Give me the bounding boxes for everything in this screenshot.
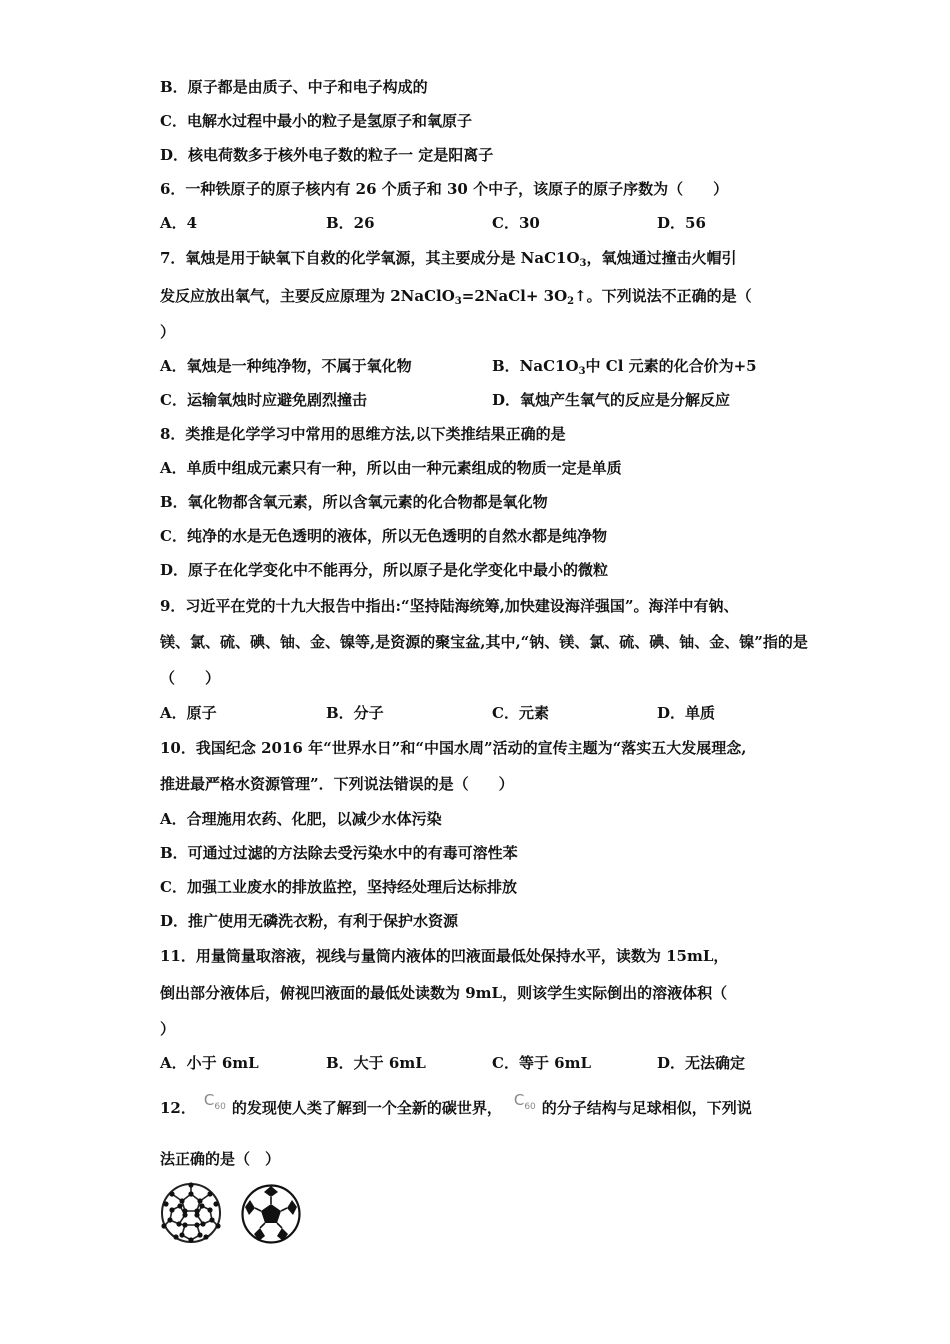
q11-option-c: C．等于 6mL xyxy=(492,1054,592,1072)
q12-stem-line1 xyxy=(160,1091,752,1121)
q7-stem2-c: ↑。下列说法不正确的是（ xyxy=(574,287,752,305)
q9-stem-line3: （ ） xyxy=(160,669,221,687)
q7-option-a: A．氧烛是一种纯净物，不属于氧化物 xyxy=(160,357,412,375)
q11-option-b: B．大于 6mL xyxy=(326,1054,426,1072)
q7-stem2-sub1: 3 xyxy=(454,296,462,307)
q7-stem-line2 xyxy=(160,286,752,312)
q7-option-d: D．氧烛产生氧气的反应是分解反应 xyxy=(492,391,731,409)
soccer-ball-icon xyxy=(240,1182,302,1246)
c60-formula xyxy=(203,1091,226,1112)
c60-letter: C xyxy=(203,1091,215,1109)
q12-stem-mid: 的发现使人类了解到一个全新的碳世界， xyxy=(231,1099,502,1117)
q7-option-c: C．运输氧烛时应避免剧烈撞击 xyxy=(160,391,367,409)
q5-option-b: B．原子都是由质子、中子和电子构成的 xyxy=(160,78,428,96)
q9-option-b: B．分子 xyxy=(326,704,384,722)
q9-option-c: C．元素 xyxy=(492,704,549,722)
c60-molecule-icon xyxy=(158,1180,224,1246)
q12-stem-line2: 法正确的是（ ） xyxy=(160,1150,281,1168)
q6-option-b: B．26 xyxy=(326,214,375,232)
q10-stem-line2: 推进最严格水资源管理”．下列说法错误的是（ ） xyxy=(160,775,514,793)
q9-option-d: D．单质 xyxy=(657,704,716,722)
q7-optb-a: B．NaC1O xyxy=(492,357,579,375)
c60-number-2: 60 xyxy=(524,1102,536,1112)
q5-option-c: C．电解水过程中最小的粒子是氢原子和氧原子 xyxy=(160,112,472,130)
q10-option-a: A．合理施用农药、化肥，以减少水体污染 xyxy=(160,810,442,828)
q10-stem-line1: 10．我国纪念 2016 年“世界水日”和“中国水周”活动的宣传主题为“落实五大发展理念, xyxy=(160,739,747,757)
q11-stem-line3: ） xyxy=(160,1020,176,1038)
c60-formula-2 xyxy=(513,1091,536,1112)
q12-stem-tail: 的分子结构与足球相似，下列说 xyxy=(541,1099,752,1117)
q8-stem: 8．类推是化学学习中常用的思维方法,以下类推结果正确的是 xyxy=(160,425,566,443)
q5-option-d: D．核电荷数多于核外电子数的粒子一 定是阳离子 xyxy=(160,146,494,164)
c60-letter-2: C xyxy=(513,1091,525,1109)
q7-stem1-tail: ，氧烛通过撞击火帽引 xyxy=(586,249,737,267)
q7-stem2-sub2: 2 xyxy=(567,296,575,307)
q7-optb-sub: 3 xyxy=(578,366,586,377)
q12-number: 12． xyxy=(160,1099,196,1117)
q11-stem-line1: 11．用量筒量取溶液，视线与量筒内液体的凹液面最低处保持水平，读数为 15mL， xyxy=(160,947,729,965)
q6-stem: 6．一种铁原子的原子核内有 26 个质子和 30 个中子，该原子的原子序数为（ ） xyxy=(160,180,729,198)
q10-option-b: B．可通过过滤的方法除去受污染水中的有毒可溶性苯 xyxy=(160,844,518,862)
q8-option-b: B．氧化物都含氧元素，所以含氧元素的化合物都是氧化物 xyxy=(160,493,548,511)
q7-stem-line1 xyxy=(160,248,737,274)
q7-stem-line3: ） xyxy=(160,323,176,341)
q11-option-d: D．无法确定 xyxy=(657,1054,746,1072)
q8-option-d: D．原子在化学变化中不能再分，所以原子是化学变化中最小的微粒 xyxy=(160,561,609,579)
q10-option-c: C．加强工业废水的排放监控，坚持经处理后达标排放 xyxy=(160,878,517,896)
q6-option-d: D．56 xyxy=(657,214,706,232)
q7-stem2-b: =2NaCl+ 3O xyxy=(461,287,568,305)
q10-option-d: D．推广使用无磷洗衣粉，有利于保护水资源 xyxy=(160,912,459,930)
q8-option-c: C．纯净的水是无色透明的液体，所以无色透明的自然水都是纯净物 xyxy=(160,527,607,545)
q7-stem1-text: 7．氧烛是用于缺氧下自救的化学氧源，其主要成分是 NaC1O xyxy=(160,249,580,267)
q7-stem1-sub: 3 xyxy=(579,258,587,269)
q9-stem-line2: 镁、氯、硫、碘、铀、金、镍等,是资源的聚宝盆,其中,“钠、镁、氯、硫、碘、铀、金、镍”指的是 xyxy=(160,633,808,651)
q9-option-a: A．原子 xyxy=(160,704,217,722)
q7-option-b xyxy=(492,356,757,382)
q7-optb-b: 中 Cl 元素的化合价为+5 xyxy=(585,357,757,375)
q6-option-a: A．4 xyxy=(160,214,198,232)
q8-option-a: A．单质中组成元素只有一种，所以由一种元素组成的物质一定是单质 xyxy=(160,459,622,477)
q11-stem-line2: 倒出部分液体后，俯视凹液面的最低处读数为 9mL，则该学生实际倒出的溶液体积（ xyxy=(160,984,728,1002)
c60-number: 60 xyxy=(214,1102,226,1112)
q6-option-c: C．30 xyxy=(492,214,540,232)
q7-stem2-a: 发反应放出氧气，主要反应原理为 2NaClO xyxy=(160,287,455,305)
q9-stem-line1: 9．习近平在党的十九大报告中指出:“坚持陆海统筹,加快建设海洋强国”。海洋中有钠、 xyxy=(160,597,739,615)
q11-option-a: A．小于 6mL xyxy=(160,1054,259,1072)
